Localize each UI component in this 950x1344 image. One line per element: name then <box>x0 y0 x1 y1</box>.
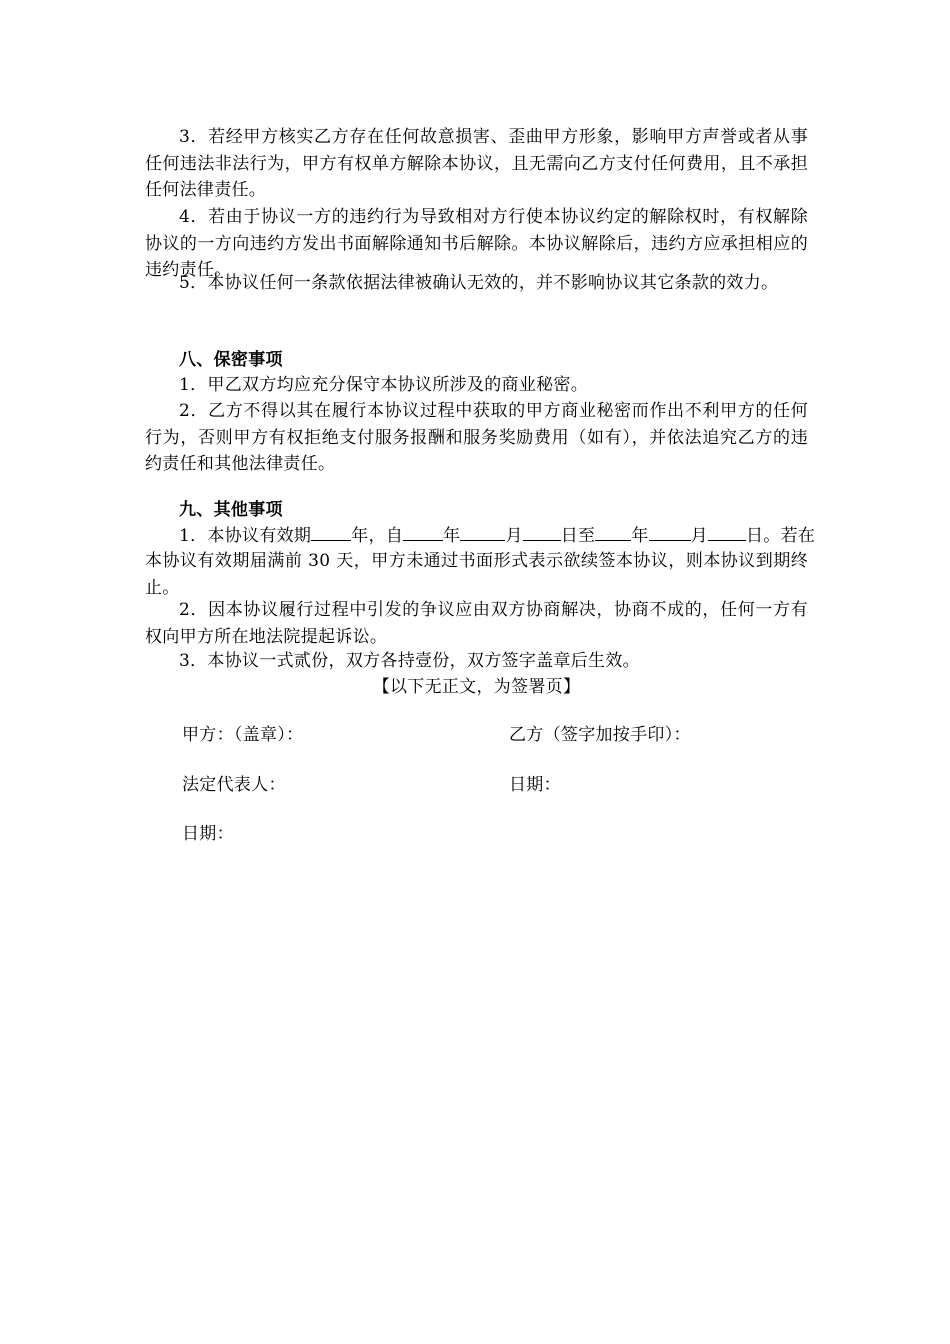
legal-rep-label: 法定代表人： <box>182 775 286 795</box>
clause-9-1-first-line <box>145 522 816 549</box>
start-day-blank[interactable] <box>523 522 561 541</box>
start-year-blank[interactable] <box>403 522 443 541</box>
end-day-blank[interactable] <box>708 522 746 541</box>
section-nine-title: 九、其他事项 <box>179 500 283 520</box>
section-eight-title: 八、保密事项 <box>179 350 283 370</box>
clause-9-2: 2．因本协议履行过程中引发的争议应由双方协商解决，协商不成的，任何一方有权向甲方所在地法院提起诉讼。 <box>145 600 808 647</box>
clause-7-4: 4．若由于协议一方的违约行为导致相对方行使本协议约定的解除权时，有权解除协议的一方向违约方发出书面解除通知书后解除。本协议解除后，违约方应承担相应的违约责任。 <box>145 207 808 280</box>
term-text: 日。若在 <box>745 526 816 546</box>
end-of-text-note: 【以下无正文，为签署页】 <box>372 677 581 697</box>
clause-8-2: 2．乙方不得以其在履行本协议过程中获取的甲方商业秘密而作出不利甲方的任何行为，否则甲方有权拒绝支付服务报酬和服务奖励费用（如有），并依法追究乙方的违约责任和其他法律责任。 <box>145 401 808 474</box>
clause-8-1: 1．甲乙双方均应充分保守本协议所涉及的商业秘密。 <box>179 375 589 395</box>
term-text: 年 <box>631 526 649 546</box>
term-years-blank[interactable] <box>311 522 351 541</box>
party-b-sign-label: 乙方（签字加按手印）： <box>509 725 691 745</box>
party-a-seal-label: 甲方：（盖章）： <box>182 725 304 745</box>
term-text: 月 <box>690 526 708 546</box>
term-text: 年，自 <box>351 526 404 546</box>
clause-9-3: 3．本协议一式贰份，双方各持壹份，双方签字盖章后生效。 <box>179 651 640 671</box>
start-month-blank[interactable] <box>460 522 505 541</box>
clause-9-1-rest: 本协议有效期届满前 30 天，甲方未通过书面形式表示欲续签本协议，则本协议到期终止。 <box>145 551 808 598</box>
term-text: 年 <box>443 526 461 546</box>
end-year-blank[interactable] <box>595 522 631 541</box>
term-text: 日至 <box>560 526 596 546</box>
party-a-date-label: 日期： <box>182 824 234 844</box>
end-month-blank[interactable] <box>649 522 691 541</box>
party-b-date-label: 日期： <box>509 775 561 795</box>
term-text: 1．本协议有效期 <box>179 526 312 546</box>
term-text: 月 <box>505 526 523 546</box>
clause-7-5: 5．本协议任何一条款依据法律被确认无效的，并不影响协议其它条款的效力。 <box>179 273 779 293</box>
clause-7-3: 3．若经甲方核实乙方存在任何故意损害、歪曲甲方形象，影响甲方声誉或者从事任何违法非法行为，甲方有权单方解除本协议，且无需向乙方支付任何费用，且不承担任何法律责任。 <box>145 127 808 200</box>
